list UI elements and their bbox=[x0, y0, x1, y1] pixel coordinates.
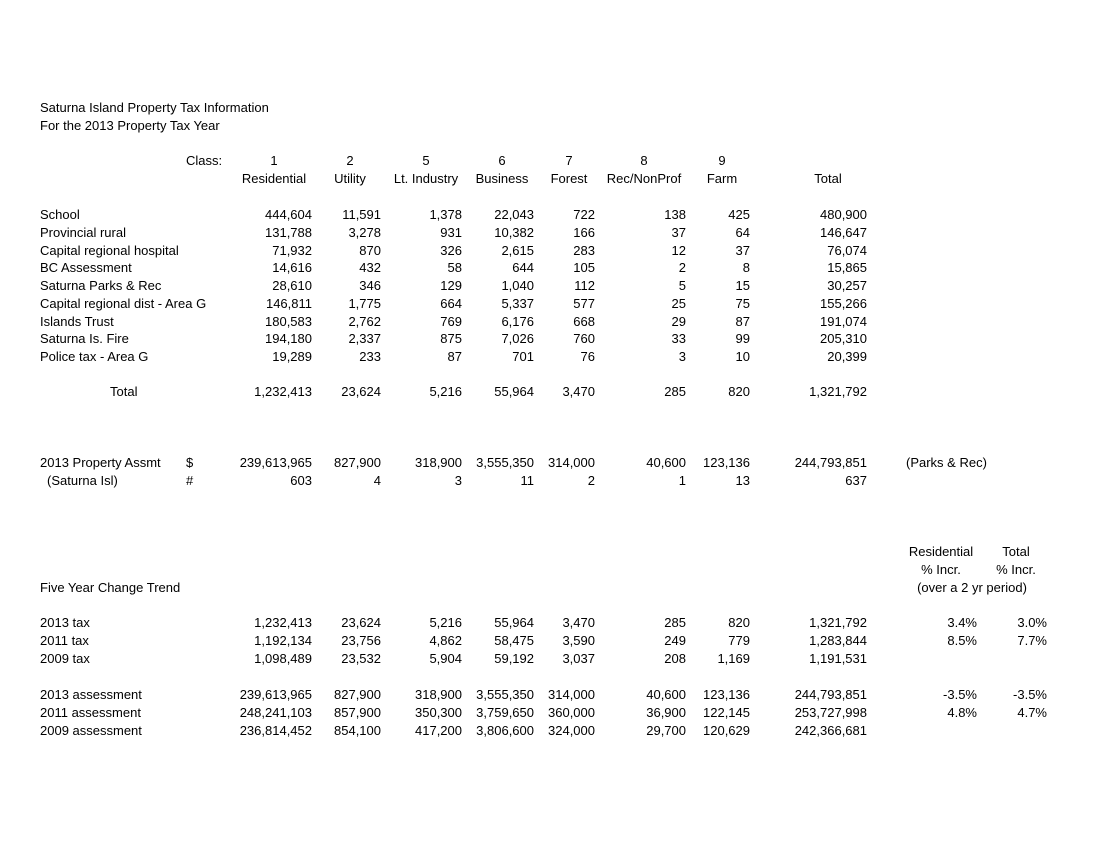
table-cell: 8 bbox=[742, 260, 750, 276]
table-cell: 644 bbox=[512, 260, 534, 276]
report-title: Saturna Island Property Tax Information bbox=[40, 100, 269, 115]
trend-cell: 314,000 bbox=[548, 687, 595, 702]
table-cell: 760 bbox=[573, 331, 595, 347]
class-number: 5 bbox=[422, 153, 430, 168]
trend-cell: 324,000 bbox=[548, 722, 595, 738]
table-cell: 444,604 bbox=[265, 207, 312, 222]
trend-cell: 40,600 bbox=[646, 687, 686, 702]
trend-cell: 244,793,851 bbox=[794, 687, 867, 702]
trend-cell: 1,191,531 bbox=[809, 650, 867, 666]
trend-cell: 3,590 bbox=[562, 632, 595, 648]
total-cell: 5,216 bbox=[429, 384, 462, 399]
trend-cell: 1,283,844 bbox=[809, 632, 867, 648]
table-cell: 12 bbox=[671, 242, 686, 258]
table-cell: 15,865 bbox=[827, 260, 867, 276]
total-cell: 285 bbox=[664, 384, 686, 399]
residential-pct-header: Residential bbox=[908, 544, 974, 559]
table-cell: 425 bbox=[728, 207, 750, 222]
table-cell: 346 bbox=[359, 278, 381, 293]
table-cell: 577 bbox=[573, 295, 595, 311]
table-cell: 28,610 bbox=[272, 278, 312, 293]
trend-cell: 350,300 bbox=[415, 704, 462, 720]
trend-cell: 29,700 bbox=[646, 722, 686, 738]
trend-cell: 59,192 bbox=[494, 650, 534, 666]
table-cell: 87 bbox=[447, 349, 462, 364]
trend-row-label: 2009 tax bbox=[40, 650, 90, 666]
trend-row-label: 2013 tax bbox=[40, 615, 90, 630]
table-cell: 105 bbox=[573, 260, 595, 276]
property-count: 3 bbox=[454, 473, 462, 488]
trend-cell: 854,100 bbox=[334, 722, 381, 738]
property-count: 1 bbox=[678, 473, 686, 488]
trend-cell: 23,624 bbox=[341, 615, 381, 630]
report-subtitle: For the 2013 Property Tax Year bbox=[40, 118, 220, 133]
assessment-sublabel: (Saturna Isl) bbox=[47, 473, 118, 488]
table-cell: 194,180 bbox=[265, 331, 312, 347]
class-number: 2 bbox=[346, 153, 354, 168]
residential-pct: 8.5% bbox=[947, 632, 977, 648]
class-name: Forest bbox=[550, 171, 588, 186]
trend-row-label: 2009 assessment bbox=[40, 722, 142, 738]
class-name: Farm bbox=[706, 171, 738, 186]
trend-cell: 827,900 bbox=[334, 687, 381, 702]
total-cell: 1,232,413 bbox=[254, 384, 312, 399]
trend-cell: 55,964 bbox=[494, 615, 534, 630]
trend-cell: 208 bbox=[664, 650, 686, 666]
property-count: 13 bbox=[735, 473, 750, 488]
table-cell: 155,266 bbox=[820, 295, 867, 311]
assessment-label: 2013 Property Assmt bbox=[40, 455, 161, 470]
table-cell: 58 bbox=[447, 260, 462, 276]
tax-row-label: Saturna Parks & Rec bbox=[40, 278, 162, 293]
total-cell: 23,624 bbox=[341, 384, 381, 399]
total-pct: -3.5% bbox=[1013, 687, 1047, 702]
assessment-value: 40,600 bbox=[646, 455, 686, 470]
table-cell: 1,775 bbox=[348, 295, 381, 311]
total-pct: 4.7% bbox=[1017, 704, 1047, 720]
trend-cell: 417,200 bbox=[415, 722, 462, 738]
table-cell: 22,043 bbox=[494, 207, 534, 222]
class-name: Business bbox=[475, 171, 529, 186]
assessment-value: 827,900 bbox=[334, 455, 381, 470]
trend-cell: 120,629 bbox=[703, 722, 750, 738]
total-pct-header: Total bbox=[1002, 544, 1030, 559]
table-cell: 11,591 bbox=[342, 207, 381, 222]
table-cell: 129 bbox=[440, 278, 462, 293]
table-cell: 71,932 bbox=[272, 242, 312, 258]
total-cell: 1,321,792 bbox=[809, 384, 867, 399]
table-cell: 769 bbox=[440, 313, 462, 329]
table-cell: 870 bbox=[359, 242, 381, 258]
class-name: Residential bbox=[241, 171, 307, 186]
table-cell: 205,310 bbox=[820, 331, 867, 347]
table-cell: 2,615 bbox=[501, 242, 534, 258]
table-cell: 1,378 bbox=[429, 207, 462, 222]
table-cell: 701 bbox=[512, 349, 534, 364]
table-cell: 166 bbox=[573, 224, 595, 240]
table-cell: 15 bbox=[735, 278, 750, 293]
table-cell: 76,074 bbox=[827, 242, 867, 258]
table-cell: 138 bbox=[664, 207, 686, 222]
total-header: Total bbox=[814, 171, 842, 186]
trend-row-label: 2011 tax bbox=[40, 632, 89, 648]
table-cell: 25 bbox=[671, 295, 686, 311]
table-cell: 2,337 bbox=[348, 331, 381, 347]
table-cell: 664 bbox=[440, 295, 462, 311]
assessment-value: 3,555,350 bbox=[476, 455, 534, 470]
trend-cell: 36,900 bbox=[646, 704, 686, 720]
table-cell: 112 bbox=[574, 278, 595, 293]
trend-cell: 360,000 bbox=[548, 704, 595, 720]
tax-row-label: Capital regional hospital bbox=[40, 242, 179, 258]
trend-cell: 123,136 bbox=[703, 687, 750, 702]
tax-row-label: School bbox=[40, 207, 80, 222]
table-cell: 191,074 bbox=[820, 313, 867, 329]
tax-row-label: BC Assessment bbox=[40, 260, 132, 276]
total-pct: 7.7% bbox=[1017, 632, 1047, 648]
residential-pct: 4.8% bbox=[947, 704, 977, 720]
trend-cell: 779 bbox=[728, 632, 750, 648]
table-cell: 64 bbox=[735, 224, 750, 240]
table-cell: 7,026 bbox=[501, 331, 534, 347]
assessment-value: 314,000 bbox=[548, 455, 595, 470]
total-cell: 3,470 bbox=[562, 384, 595, 399]
class-name: Rec/NonProf bbox=[606, 171, 682, 186]
table-cell: 75 bbox=[735, 295, 750, 311]
trend-cell: 23,756 bbox=[341, 632, 381, 648]
trend-cell: 236,814,452 bbox=[239, 722, 312, 738]
parks-rec-note: (Parks & Rec) bbox=[906, 455, 987, 470]
table-cell: 2 bbox=[678, 260, 686, 276]
table-cell: 3,278 bbox=[348, 224, 381, 240]
table-cell: 146,647 bbox=[820, 224, 867, 240]
table-cell: 722 bbox=[573, 207, 595, 222]
class-number: 9 bbox=[718, 153, 726, 168]
trend-cell: 1,192,134 bbox=[254, 632, 312, 648]
table-cell: 5 bbox=[678, 278, 686, 293]
table-cell: 6,176 bbox=[501, 313, 534, 329]
trend-cell: 242,366,681 bbox=[794, 722, 867, 738]
assessment-value: 244,793,851 bbox=[794, 455, 867, 470]
trend-cell: 4,862 bbox=[429, 632, 462, 648]
residential-pct-subheader: % Incr. bbox=[921, 562, 961, 577]
assessment-value: 123,136 bbox=[703, 455, 750, 470]
tax-row-label: Capital regional dist - Area G bbox=[40, 295, 207, 311]
table-cell: 5,337 bbox=[501, 295, 534, 311]
trend-cell: 253,727,998 bbox=[794, 704, 867, 720]
trend-row-label: 2013 assessment bbox=[40, 687, 142, 702]
trend-cell: 239,613,965 bbox=[239, 687, 312, 702]
trend-title: Five Year Change Trend bbox=[40, 580, 181, 595]
class-label: Class: bbox=[186, 153, 223, 168]
property-count: 603 bbox=[290, 473, 312, 488]
trend-cell: 5,904 bbox=[429, 650, 462, 666]
assessment-value: 239,613,965 bbox=[239, 455, 312, 470]
table-cell: 10 bbox=[735, 349, 750, 364]
table-cell: 20,399 bbox=[827, 349, 867, 364]
trend-cell: 58,475 bbox=[494, 632, 534, 648]
tax-row-label: Saturna Is. Fire bbox=[40, 331, 129, 347]
table-cell: 10,382 bbox=[494, 224, 534, 240]
total-cell: 55,964 bbox=[494, 384, 534, 399]
property-count: 11 bbox=[520, 473, 534, 488]
class-number: 1 bbox=[270, 153, 278, 168]
tax-row-label: Police tax - Area G bbox=[40, 349, 149, 364]
table-cell: 326 bbox=[440, 242, 462, 258]
table-cell: 146,811 bbox=[265, 295, 312, 311]
assessment-value: 318,900 bbox=[415, 455, 462, 470]
property-count: 4 bbox=[373, 473, 381, 488]
trend-cell: 3,470 bbox=[562, 615, 595, 630]
table-cell: 29 bbox=[671, 313, 686, 329]
table-cell: 19,289 bbox=[272, 349, 312, 364]
total-cell: 820 bbox=[728, 384, 750, 399]
trend-cell: 3,806,600 bbox=[476, 722, 534, 738]
total-pct: 3.0% bbox=[1017, 615, 1047, 630]
table-cell: 33 bbox=[671, 331, 686, 347]
trend-row-label: 2011 assessment bbox=[40, 704, 141, 720]
trend-cell: 3,555,350 bbox=[476, 687, 534, 702]
table-cell: 480,900 bbox=[820, 207, 867, 222]
table-cell: 668 bbox=[573, 313, 595, 329]
trend-cell: 3,037 bbox=[562, 650, 595, 666]
table-cell: 131,788 bbox=[265, 224, 312, 240]
table-cell: 233 bbox=[359, 349, 381, 364]
trend-cell: 5,216 bbox=[429, 615, 462, 630]
property-count: 637 bbox=[845, 473, 867, 488]
table-cell: 30,257 bbox=[827, 278, 867, 293]
trend-cell: 249 bbox=[664, 632, 686, 648]
class-name: Utility bbox=[334, 171, 366, 186]
count-symbol: # bbox=[186, 473, 194, 488]
table-cell: 99 bbox=[735, 331, 750, 347]
table-cell: 432 bbox=[359, 260, 381, 276]
total-pct-subheader: % Incr. bbox=[996, 562, 1036, 577]
table-cell: 3 bbox=[678, 349, 686, 364]
trend-cell: 285 bbox=[664, 615, 686, 630]
trend-cell: 1,232,413 bbox=[254, 615, 312, 630]
table-cell: 1,040 bbox=[501, 278, 534, 293]
table-cell: 37 bbox=[735, 242, 750, 258]
residential-pct: -3.5% bbox=[943, 687, 977, 702]
trend-cell: 1,169 bbox=[717, 650, 750, 666]
trend-cell: 1,098,489 bbox=[254, 650, 312, 666]
trend-cell: 1,321,792 bbox=[809, 615, 867, 630]
trend-cell: 248,241,103 bbox=[239, 704, 312, 720]
table-cell: 180,583 bbox=[265, 313, 312, 329]
tax-row-label: Provincial rural bbox=[40, 224, 126, 240]
class-number: 8 bbox=[640, 153, 648, 168]
trend-cell: 318,900 bbox=[415, 687, 462, 702]
table-cell: 2,762 bbox=[348, 313, 381, 329]
class-number: 7 bbox=[565, 153, 573, 168]
class-number: 6 bbox=[498, 153, 506, 168]
total-row-label: Total bbox=[110, 384, 138, 399]
class-name: Lt. Industry bbox=[393, 171, 459, 186]
table-cell: 875 bbox=[440, 331, 462, 347]
tax-row-label: Islands Trust bbox=[40, 313, 114, 329]
table-cell: 87 bbox=[735, 313, 750, 329]
property-count: 2 bbox=[587, 473, 595, 488]
table-cell: 931 bbox=[440, 224, 462, 240]
residential-pct: 3.4% bbox=[947, 615, 977, 630]
table-cell: 37 bbox=[671, 224, 686, 240]
trend-cell: 3,759,650 bbox=[476, 704, 534, 720]
trend-cell: 122,145 bbox=[703, 704, 750, 720]
period-note: (over a 2 yr period) bbox=[917, 580, 1027, 595]
trend-cell: 23,532 bbox=[341, 650, 381, 666]
table-cell: 283 bbox=[573, 242, 595, 258]
table-cell: 14,616 bbox=[272, 260, 312, 276]
trend-cell: 857,900 bbox=[334, 704, 381, 720]
dollar-symbol: $ bbox=[186, 455, 194, 470]
trend-cell: 820 bbox=[728, 615, 750, 630]
table-cell: 76 bbox=[580, 349, 595, 364]
